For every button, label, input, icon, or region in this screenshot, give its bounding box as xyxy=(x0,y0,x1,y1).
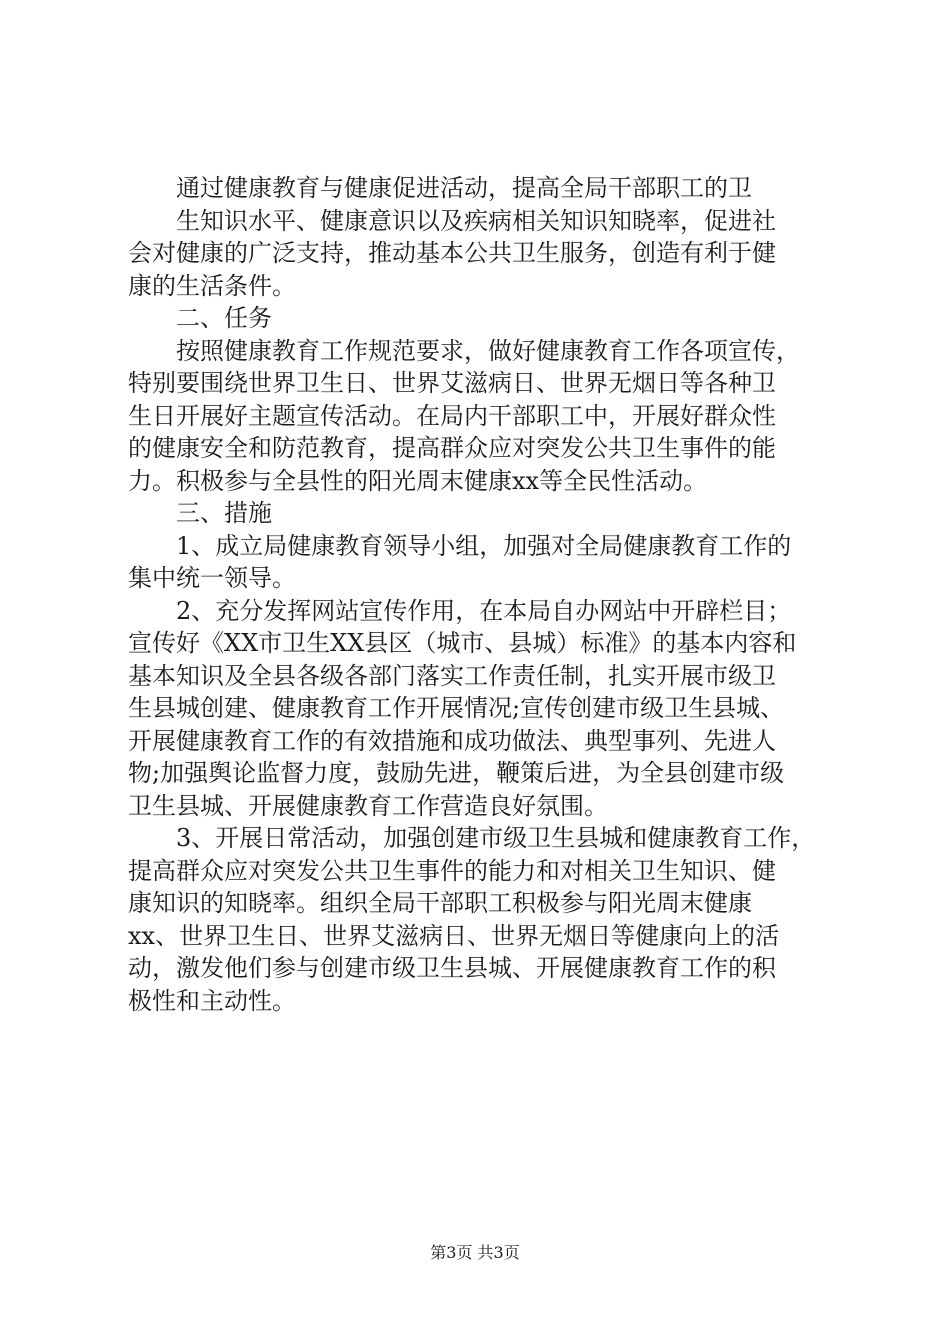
text-line: 特别要围绕世界卫生日、世界艾滋病日、世界无烟日等各种卫 xyxy=(128,369,776,397)
text-line: 动，激发他们参与创建市级卫生县城、开展健康教育工作的积 xyxy=(128,954,776,982)
text-line: 通过健康教育与健康促进活动，提高全局干部职工的卫 xyxy=(176,174,752,202)
text-line: 生知识水平、健康意识以及疾病相关知识知晓率，促进社 xyxy=(176,206,776,235)
text-line: 的健康安全和防范教育，提高群众应对突发公共卫生事件的能 xyxy=(128,434,776,462)
text-line: 康知识的知晓率。组织全局干部职工积极参与阳光周末健康 xyxy=(128,889,752,917)
text-line: 康的生活条件。 xyxy=(128,271,296,300)
text-line: 集中统一领导。 xyxy=(128,564,296,592)
text-line: 按照健康教育工作规范要求，做好健康教育工作各项宣传， xyxy=(176,336,800,365)
text-line: 三、措施 xyxy=(176,499,272,527)
page-footer xyxy=(0,1243,950,1263)
text-line: 卫生县城、开展健康教育工作营造良好氛围。 xyxy=(128,791,608,820)
text-line: 开展健康教育工作的有效措施和成功做法、典型事列、先进人 xyxy=(128,726,776,755)
text-line: xx、世界卫生日、世界艾滋病日、世界无烟日等健康向上的活 xyxy=(128,921,780,950)
text-line: 二、任务 xyxy=(176,304,272,332)
text-line: 1、成立局健康教育领导小组，加强对全局健康教育工作的 xyxy=(176,531,792,560)
document-body xyxy=(128,172,834,1017)
text-line: 物;加强舆论监督力度，鼓励先进，鞭策后进，为全县创建市级 xyxy=(128,759,785,787)
text-line: 极性和主动性。 xyxy=(128,986,296,1015)
text-line: 基本知识及全县各级各部门落实工作责任制，扎实开展市级卫 xyxy=(128,661,776,690)
text-line: 会对健康的广泛支持，推动基本公共卫生服务，创造有利于健 xyxy=(128,239,776,267)
text-line: 提高群众应对突发公共卫生事件的能力和对相关卫生知识、健 xyxy=(128,856,776,885)
text-line: 宣传好《XX市卫生XX县区（城市、县城）标准》的基本内容和 xyxy=(128,629,797,657)
text-line: 生县城创建、健康教育工作开展情况;宣传创建市级卫生县城、 xyxy=(128,694,785,722)
text-line: 3、开展日常活动，加强创建市级卫生县城和健康教育工作， xyxy=(176,824,816,852)
text-line: 2、充分发挥网站宣传作用，在本局自办网站中开辟栏目； xyxy=(176,596,792,625)
text-line: 生日开展好主题宣传活动。在局内干部职工中，开展好群众性 xyxy=(128,401,776,430)
page-number: 第3页 共3页 xyxy=(430,1243,520,1262)
text-line: 力。积极参与全县性的阳光周末健康xx等全民性活动。 xyxy=(128,466,708,495)
